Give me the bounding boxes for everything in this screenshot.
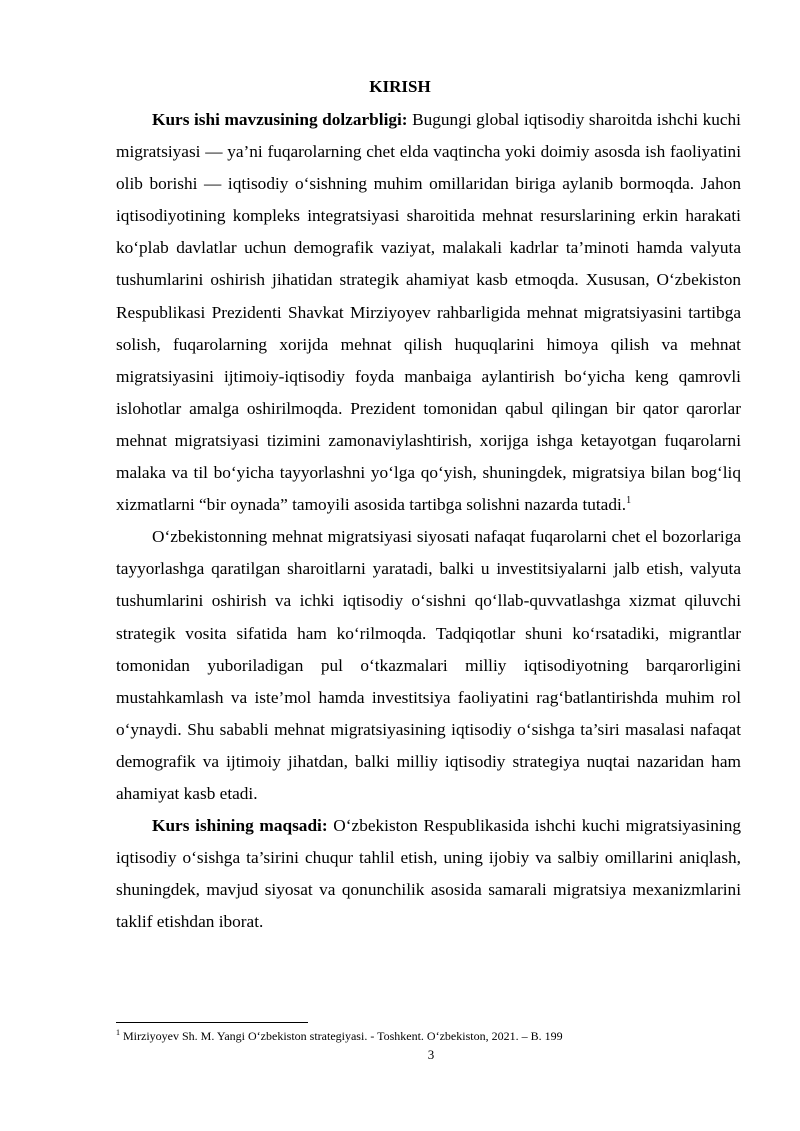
footnote-number: 1: [116, 1028, 120, 1037]
paragraph-lead: Kurs ishining maqsadi:: [152, 816, 328, 836]
paragraph-lead: Kurs ishi mavzusining dolzarbligi:: [152, 110, 408, 129]
body-text: [116, 104, 741, 938]
footnote-separator: [116, 1022, 308, 1023]
paragraph-policy: [116, 521, 741, 810]
paragraph-goal: [116, 810, 741, 938]
paragraph-text: Bugungi global iqtisodiy sharoitda ishchi kuchi migratsiyasi — ya’ni fuqarolarning chet elda vaqtincha yoki doimiy asosda ish faoliyatini olib borishi — iqtisodiy o‘sishning muhim omillaridan biriga aylanib bormoqda. Jahon iqtisodiyotining kompleks integratsiyasi sharoitida mehnat resurslarining erkin harakati ko‘plab davlatlar uchun demografik vaziyat, malakali kadrlar ta’minoti hamda valyuta tushumlarini oshirish jihatidan strategik ahamiyat kasb etmoqda. Xususan, O‘zbekiston Respublikasi Prezidenti Shavkat Mirziyoyev rahbarligida mehnat migratsiyasini tartibga solish, fuqarolarning xorijda mehnat qilish huquqlarini himoya qilish va mehnat migratsiyasini ijtimoiy-iqtisodiy foyda manbaiga aylantirish bo‘yicha keng qamrovli islohotlar amalga oshirilmoqda. Prezident tomonidan qabul qilingan bir qator qarorlar mehnat migratsiyasi tizimini zamonaviylashtirish, xorijga ishga ketayotgan fuqarolarni malaka va til bo‘yicha tayyorlashni yo‘lga qo‘yish, shuningdek, migratsiya bilan bog‘liq xizmatlarni “bir oynada” tamoyili asosida tartibga solishni nazarda tutadi.: [116, 110, 741, 515]
paragraph-text: O‘zbekistonning mehnat migratsiyasi siyosati nafaqat fuqarolarni chet el bozorlariga tayyorlashga qaratilgan sharoitlarni yaratadi, balki u investitsiyalarni jalb etish, valyuta tushumlarini oshirish va ichki iqtisodiy o‘sishni qo‘llab-quvvatlashga xizmat qiluvchi strategik vosita sifatida ham ko‘rilmoqda. Tadqiqotlar shuni ko‘rsatadiki, migrantlar tomonidan yuboriladigan pul o‘tkazmalari milliy iqtisodiyotning barqarorligini mustahkamlash va iste’mol hamda investitsiya faoliyatini rag‘batlantirishda muhim rol o‘ynaydi. Shu sababli mehnat migratsiyasining iqtisodiy o‘sishga ta’siri masalasi nafaqat demografik va ijtimoiy jihatdan, balki milliy iqtisodiy strategiya nuqtai nazaridan ham ahamiyat kasb etadi.: [116, 527, 741, 803]
footnote-reference: 1: [626, 495, 632, 507]
paragraph-text: O‘zbekiston Respublikasida ishchi kuchi migratsiyasining iqtisodiy o‘sishga ta’sirini chuqur tahlil etish, uning ijobiy va salbiy omillarini aniqlash, shuningdek, mavjud siyosat va qonunchilik asosida samarali migratsiya mexanizmlarini taklif etishdan iborat.: [116, 816, 741, 932]
section-heading: KIRISH: [369, 77, 431, 96]
page-number: 3: [427, 1047, 435, 1062]
footnote-text: Mirziyoyev Sh. M. Yangi O‘zbekiston strategiyasi. - Toshkent. O‘zbekiston, 2021. – B. 199: [120, 1029, 563, 1043]
footnote: [116, 1028, 756, 1044]
paragraph-relevance: [116, 104, 741, 521]
